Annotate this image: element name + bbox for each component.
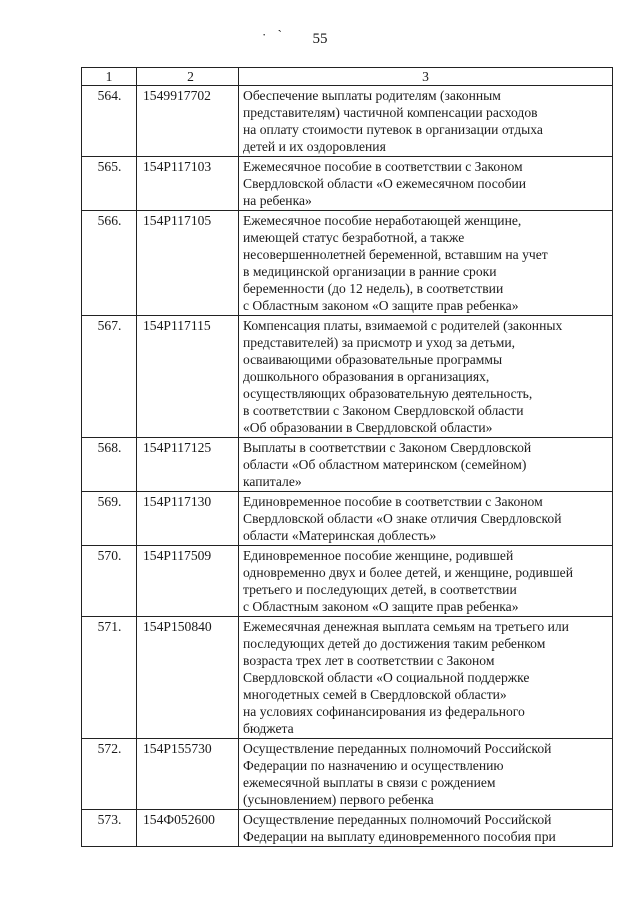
row-description: Ежемесячное пособие в соответствии с Законом Свердловской области «О ежемесячном пособии на ребенка» bbox=[239, 157, 613, 211]
row-description: Ежемесячное пособие неработающей женщине, имеющей статус безработной, а также несовершеннолетней беременной, вставшим на учет в медицинской организации в ранние сроки беременности (до 12 недель), в соответствии с Областным законом «О защите прав ребенка» bbox=[239, 211, 613, 316]
column-header-2: 2 bbox=[137, 68, 239, 86]
row-code: 154Ф052600 bbox=[137, 810, 239, 847]
row-number: 571. bbox=[82, 617, 137, 739]
table-header-row bbox=[82, 68, 613, 86]
page-number: 55 bbox=[312, 31, 328, 47]
row-description: Компенсация платы, взимаемой с родителей (законных представителей) за присмотр и уход за детьми, осваивающими образовательные программы дошкольного образования в организациях, осуществляющих образовательную деятельность, в соответствии с Законом Свердловской области «Об образовании в Свердловской области» bbox=[239, 316, 613, 438]
row-description: Единовременное пособие женщине, родившей одновременно двух и более детей, и женщине, родившей третьего и последующих детей, в соответствии с Областным законом «О защите прав ребенка» bbox=[239, 546, 613, 617]
table-row bbox=[82, 86, 613, 157]
row-number: 568. bbox=[82, 438, 137, 492]
table-row bbox=[82, 546, 613, 617]
row-code: 154Р117509 bbox=[137, 546, 239, 617]
row-number: 573. bbox=[82, 810, 137, 847]
row-description: Выплаты в соответствии с Законом Свердловской области «Об областном материнском (семейном) капитале» bbox=[239, 438, 613, 492]
row-code: 154Р117125 bbox=[137, 438, 239, 492]
row-description: Единовременное пособие в соответствии с Законом Свердловской области «О знаке отличия Свердловской области «Материнская доблесть» bbox=[239, 492, 613, 546]
table-row bbox=[82, 739, 613, 810]
row-description: Осуществление переданных полномочий Российской Федерации по назначению и осуществлению ежемесячной выплаты в связи с рождением (усыновлением) первого ребенка bbox=[239, 739, 613, 810]
table-row bbox=[82, 211, 613, 316]
row-code: 1549917702 bbox=[137, 86, 239, 157]
row-code: 154Р117103 bbox=[137, 157, 239, 211]
row-description: Обеспечение выплаты родителям (законным представителям) частичной компенсации расходов на оплату стоимости путевок в организации отдыха детей и их оздоровления bbox=[239, 86, 613, 157]
row-code: 154Р117130 bbox=[137, 492, 239, 546]
budget-code-table bbox=[81, 67, 613, 847]
table-row bbox=[82, 316, 613, 438]
row-number: 569. bbox=[82, 492, 137, 546]
row-number: 570. bbox=[82, 546, 137, 617]
row-number: 566. bbox=[82, 211, 137, 316]
row-description: Осуществление переданных полномочий Российской Федерации на выплату единовременного пособия при bbox=[239, 810, 613, 847]
row-code: 154Р155730 bbox=[137, 739, 239, 810]
row-code: 154Р117115 bbox=[137, 316, 239, 438]
row-number: 565. bbox=[82, 157, 137, 211]
scan-mark: · ` bbox=[262, 27, 286, 42]
column-header-1: 1 bbox=[82, 68, 137, 86]
table-body bbox=[82, 86, 613, 847]
row-code: 154Р150840 bbox=[137, 617, 239, 739]
row-number: 564. bbox=[82, 86, 137, 157]
table-row bbox=[82, 438, 613, 492]
row-number: 567. bbox=[82, 316, 137, 438]
row-number: 572. bbox=[82, 739, 137, 810]
table-row bbox=[82, 810, 613, 847]
row-code: 154Р117105 bbox=[137, 211, 239, 316]
table-row bbox=[82, 617, 613, 739]
column-header-3: 3 bbox=[239, 68, 613, 86]
table-row bbox=[82, 492, 613, 546]
row-description: Ежемесячная денежная выплата семьям на третьего или последующих детей до достижения таким ребенком возраста трех лет в соответствии с Законом Свердловской области «О социальной поддержке многодетных семей в Свердловской области» на условиях софинансирования из федерального бюджета bbox=[239, 617, 613, 739]
table-row bbox=[82, 157, 613, 211]
